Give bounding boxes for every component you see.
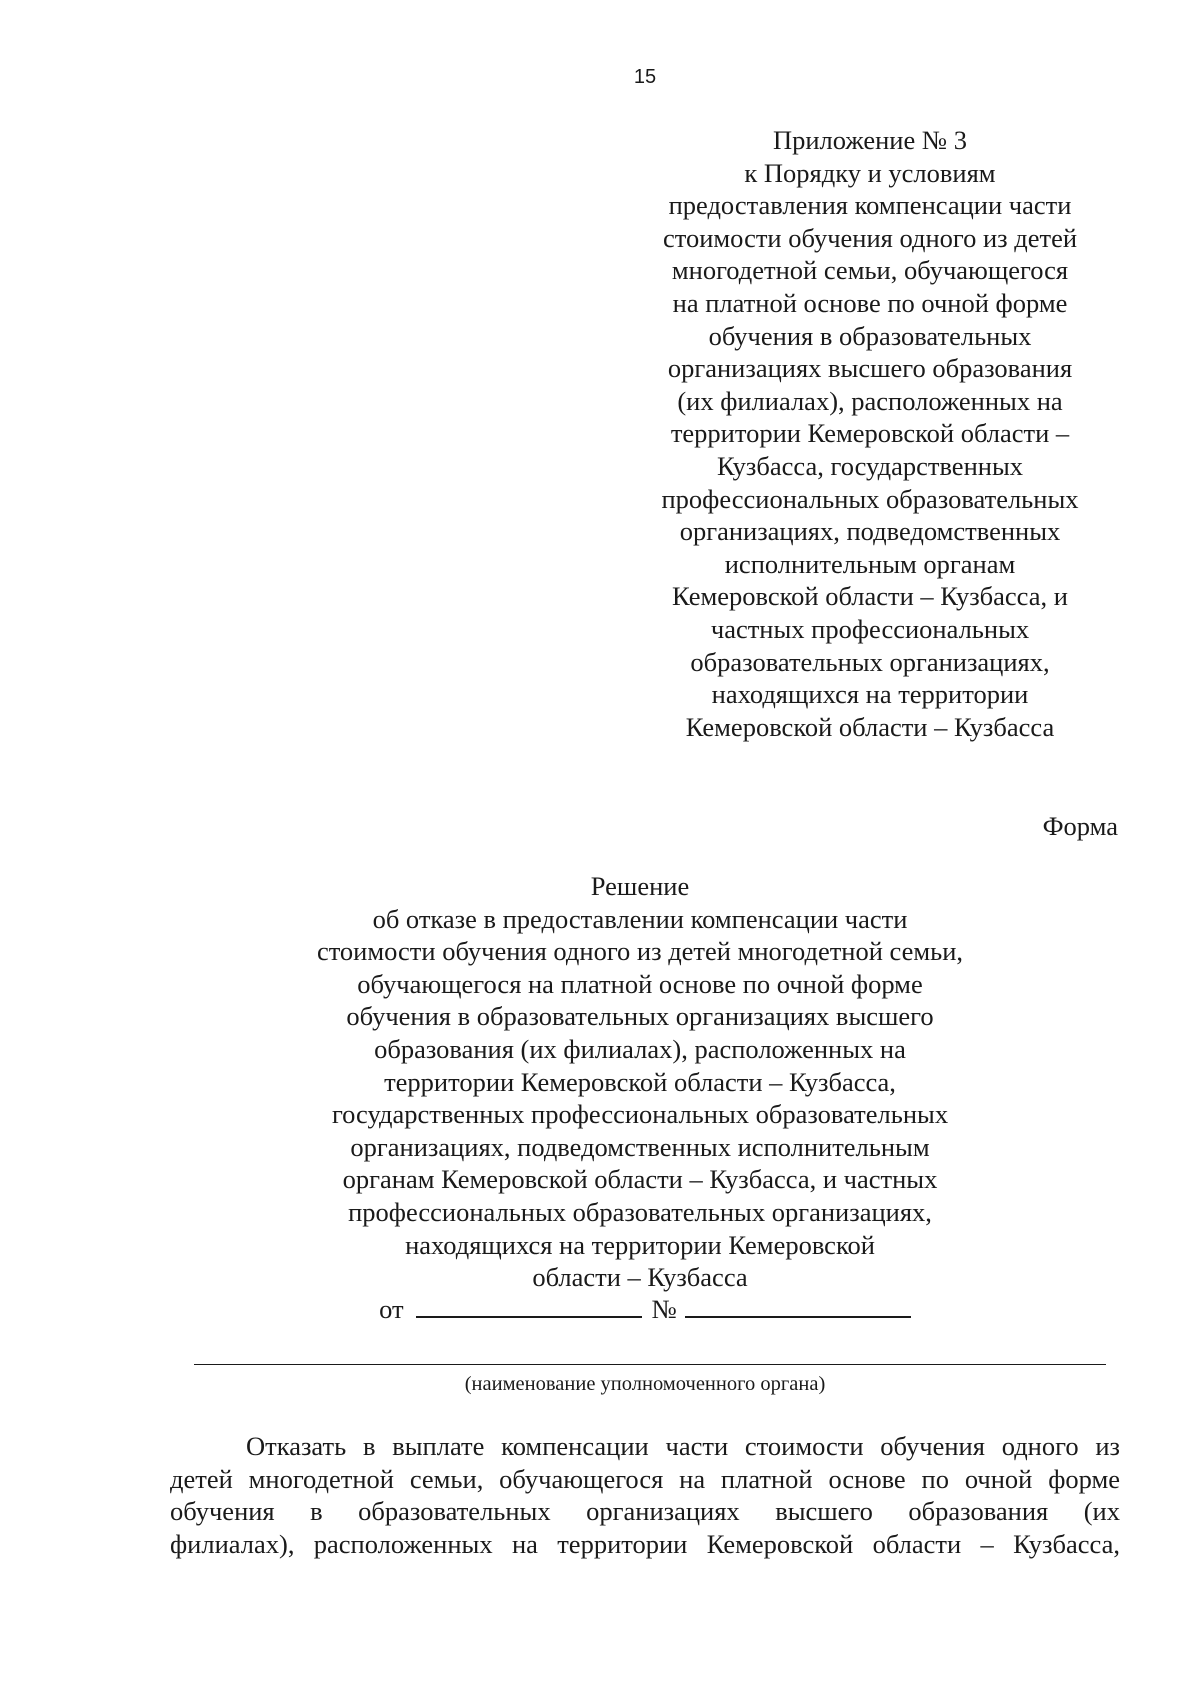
annex-line: образовательных организациях,: [690, 646, 1050, 677]
annex-line: обучения в образовательных: [708, 320, 1032, 351]
decision-line: образования (их филиалах), расположенных на: [374, 1033, 906, 1064]
decision-line: государственных профессиональных образовательных: [331, 1099, 949, 1130]
decision-line: стоимости обучения одного из детей многодетной семьи,: [316, 936, 964, 967]
annex-line: Кемеровской области – Кузбасса, и: [672, 581, 1068, 612]
annex-line: предоставления компенсации части: [668, 190, 1072, 221]
decision-line: профессиональных образовательных организациях,: [348, 1196, 932, 1227]
from-label: от: [379, 1294, 404, 1324]
decision-line: органам Кемеровской области – Кузбасса, и частных: [342, 1164, 938, 1195]
annex-line: Кузбасса, государственных: [717, 450, 1023, 481]
body-line: детей многодетной семьи, обучающегося на платной основе по очной форме: [170, 1463, 1120, 1494]
number-label: №: [651, 1294, 677, 1324]
decision-line: находящихся на территории Кемеровской: [405, 1229, 875, 1260]
date-number-row: [0, 1293, 1200, 1325]
annex-line: (их филиалах), расположенных на: [677, 385, 1063, 416]
page-number: 15: [633, 66, 657, 88]
decision-line: Решение: [590, 871, 690, 901]
decision-title: [160, 870, 1120, 1294]
annex-line: частных профессиональных: [710, 613, 1030, 644]
annex-line: стоимости обучения одного из детей: [662, 222, 1078, 253]
decision-line: области – Кузбасса: [532, 1262, 748, 1293]
number-blank: [685, 1294, 911, 1318]
decision-line: обучающегося на платной основе по очной форме: [357, 968, 923, 999]
annex-line: находящихся на территории: [711, 679, 1029, 710]
body-line: Отказать в выплате компенсации части стоимости обучения одного из: [246, 1431, 1120, 1461]
authority-line: [194, 1364, 1106, 1365]
annex-line: Кемеровской области – Кузбасса: [685, 711, 1055, 742]
annex-line: к Порядку и условиям: [744, 157, 996, 188]
form-label: Форма: [1042, 811, 1118, 841]
body-paragraph: [170, 1430, 1120, 1560]
annex-line: Приложение № 3: [772, 125, 967, 155]
decision-line: обучения в образовательных организациях высшего: [346, 1001, 934, 1032]
annex-line: организациях, подведомственных: [679, 516, 1061, 547]
annex-line: на платной основе по очной форме: [672, 287, 1068, 318]
annex-line: профессиональных образовательных: [661, 483, 1079, 514]
authority-caption: (наименование уполномоченного органа): [464, 1373, 826, 1395]
decision-line: об отказе в предоставлении компенсации части: [372, 903, 908, 934]
annex-line: организациях высшего образования: [667, 353, 1073, 384]
annex-line: территории Кемеровской области –: [670, 418, 1070, 449]
body-line: обучения в образовательных организациях высшего образования (их: [170, 1496, 1120, 1527]
decision-line: организациях, подведомственных исполнительным: [350, 1131, 930, 1162]
decision-line: территории Кемеровской области – Кузбасса,: [384, 1066, 896, 1097]
body-line: филиалах), расположенных на территории Кемеровской области – Кузбасса,: [170, 1528, 1120, 1559]
annex-header: [640, 124, 1100, 743]
annex-line: исполнительным органам: [724, 548, 1016, 579]
annex-line: многодетной семьи, обучающегося: [671, 255, 1069, 286]
date-blank: [416, 1294, 642, 1318]
